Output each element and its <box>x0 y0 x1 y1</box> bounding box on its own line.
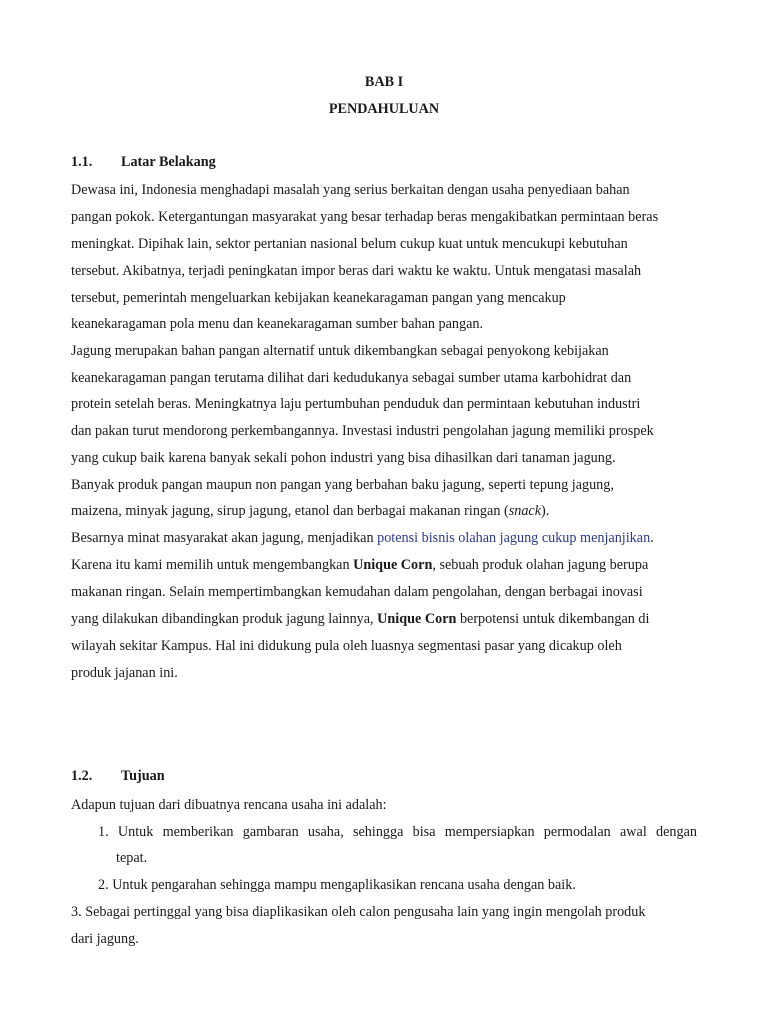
paragraph-line: meningkat. Dipihak lain, sektor pertanian nasional belum cukup kuat untuk mencukupi kebutuhan <box>71 236 628 252</box>
paragraph-line: protein setelah beras. Meningkatnya laju pertumbuhan penduduk dan permintaan kebutuhan industri <box>71 396 641 412</box>
paragraph-line: tersebut, pemerintah mengeluarkan kebijakan keanekaragaman pangan yang mencakup <box>71 290 566 306</box>
paragraph-line: makanan ringan. Selain mempertimbangkan kemudahan dalam pengolahan, dengan berbagai inovasi <box>71 584 643 600</box>
paragraph-line: Banyak produk pangan maupun non pangan yang berbahan baku jagung, seperti tepung jagung, <box>71 477 614 493</box>
paragraph-line: Adapun tujuan dari dibuatnya rencana usaha ini adalah: <box>71 797 387 813</box>
paragraph-line: keanekaragaman pola menu dan keanekaragaman sumber bahan pangan. <box>71 316 484 332</box>
list-item: 2. Untuk pengarahan sehingga mampu mengaplikasikan rencana usaha dengan baik. <box>98 877 576 893</box>
text-run: , sebuah produk olahan jagung berupa <box>432 557 649 573</box>
section-number: 1.1. <box>71 154 93 170</box>
text-run: maizena, minyak jagung, sirup jagung, etanol dan berbagai makanan ringan ( <box>71 503 509 519</box>
paragraph-line: produk jajanan ini. <box>71 665 178 681</box>
chapter-label: BAB I <box>364 74 404 90</box>
paragraph-line <box>71 609 649 629</box>
highlight-link[interactable]: potensi bisnis olahan jagung cukup menjanjikan <box>377 530 651 546</box>
paragraph-line: keanekaragaman pangan terutama dilihat dari kedudukanya sebagai sumber utama karbohidrat dan <box>71 370 632 386</box>
paragraph-line <box>71 501 549 521</box>
section-heading-1 <box>71 154 216 171</box>
list-item: 1. Untuk memberikan gambaran usaha, sehingga bisa mempersiapkan permodalan awal dengan <box>98 824 697 840</box>
text-run: . <box>650 530 654 546</box>
paragraph-line <box>71 555 648 575</box>
paragraph-line: tersebut. Akibatnya, terjadi peningkatan impor beras dari waktu ke waktu. Untuk mengatasi masalah <box>71 263 642 279</box>
paragraph-line: dan pakan turut mendorong perkembangannya. Investasi industri pengolahan jagung memiliki prospek <box>71 423 654 439</box>
paragraph-line: Dewasa ini, Indonesia menghadapi masalah yang serius berkaitan dengan usaha penyediaan bahan <box>71 182 630 198</box>
section-heading-2 <box>71 768 165 785</box>
product-name: Unique Corn <box>377 611 457 627</box>
paragraph-line <box>71 528 654 548</box>
paragraph-line: wilayah sekitar Kampus. Hal ini didukung pula oleh luasnya segmentasi pasar yang dicakup oleh <box>71 638 622 654</box>
section-number: 1.2. <box>71 768 93 784</box>
list-item-continuation: dari jagung. <box>71 931 139 947</box>
list-item-continuation: tepat. <box>116 850 148 866</box>
text-run: Karena itu kami memilih untuk mengembangkan <box>71 557 354 573</box>
chapter-title: PENDAHULUAN <box>328 101 440 117</box>
text-run: Besarnya minat masyarakat akan jagung, menjadikan <box>71 530 378 546</box>
list-item: 3. Sebagai pertinggal yang bisa diaplikasikan oleh calon pengusaha lain yang ingin mengolah produk <box>71 904 646 920</box>
paragraph-line: Jagung merupakan bahan pangan alternatif untuk dikembangkan sebagai penyokong kebijakan <box>71 343 609 359</box>
text-run: ). <box>541 503 550 519</box>
text-run: berpotensi untuk dikembangan di <box>456 611 650 627</box>
paragraph-line: pangan pokok. Ketergantungan masyarakat yang besar terhadap beras mengakibatkan permintaan beras <box>71 209 659 225</box>
section-title: Tujuan <box>121 768 165 784</box>
section-title: Latar Belakang <box>121 154 216 170</box>
text-run: yang dilakukan dibandingkan produk jagung lainnya, <box>71 611 378 627</box>
product-name: Unique Corn <box>353 557 433 573</box>
italic-term: snack <box>508 503 542 519</box>
paragraph-line: yang cukup baik karena banyak sekali pohon industri yang bisa dihasilkan dari tanaman jagung. <box>71 450 616 466</box>
